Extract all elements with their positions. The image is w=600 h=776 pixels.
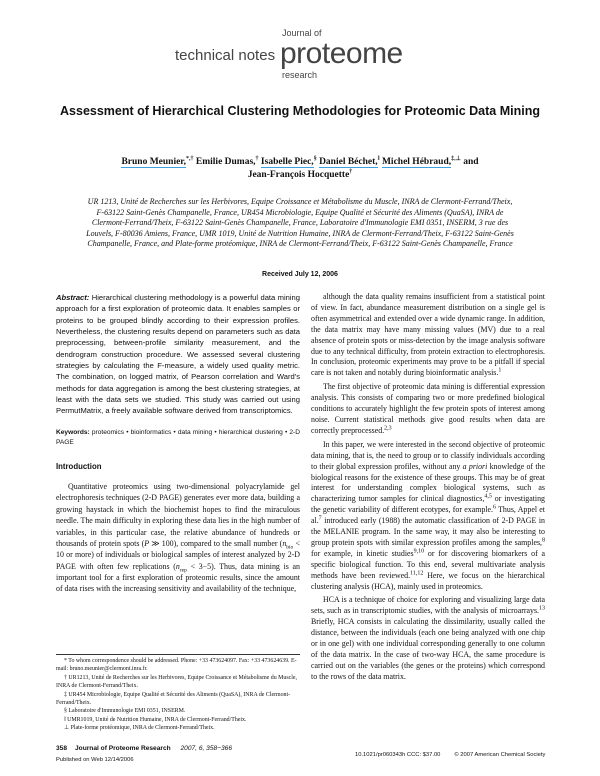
introduction-body xyxy=(56,481,300,594)
author-affiliation-mark: † xyxy=(255,155,259,162)
text-run: ≫ 100), compared to the small number ( xyxy=(149,538,283,548)
citation-ref: 4,5 xyxy=(484,493,492,500)
text-run: for example, in kinetic studies xyxy=(311,548,414,558)
text-run: P xyxy=(144,538,150,548)
keywords-label: Keywords: xyxy=(56,428,90,436)
footer-right xyxy=(355,752,545,758)
footer-citation xyxy=(56,745,232,752)
text-run: Here, we focus on the hierarchical clustering analysis (HCA), mainly used in proteomics. xyxy=(311,570,545,591)
citation-ref: 8 xyxy=(542,537,545,544)
author-name: Jean-François Hocquette xyxy=(247,170,350,180)
journal-logo-top: Journal of xyxy=(282,28,322,38)
footer-volume: 2007, 6, 358−366 xyxy=(180,745,233,752)
abstract-label: Abstract: xyxy=(56,293,90,302)
text-run: introduced early (1988) the automatic classification of 2-D PAGE in the MELANIE program. In the same way, it may also be interesting to group protein spots with similar expression profiles among the samples, xyxy=(311,516,545,547)
author-name: and xyxy=(463,157,479,167)
text-run: Thus, Appel et al. xyxy=(311,505,545,526)
citation-ref: 13 xyxy=(539,605,545,612)
citation-ref: 7 xyxy=(318,515,322,522)
footnote: † UR1213, Unité de Recherches sur les Herbivores, Equipe Croissance et Métabolisme du Muscle, INRA de Clermont-Ferrand/Theix. xyxy=(56,674,297,690)
section-label: technical notes xyxy=(175,47,276,64)
author-name[interactable]: Isabelle Piec, xyxy=(260,157,314,167)
author-name[interactable]: Daniel Béchet, xyxy=(319,157,378,167)
footnote: ‖ UMR1019, Unité de Nutrition Humaine, INRA de Clermont-Ferrand/Theix. xyxy=(64,716,247,723)
text-run: < 10 or more) of individuals or biological samples of interest analyzed by 2-D PAGE with often few replications ( xyxy=(56,538,300,571)
author-affiliation-mark: † xyxy=(349,168,353,175)
text-run: Quantitative proteomics using two-dimensional polyacrylamide gel electrophoresis techniques (2-D PAGE) generates ever more data, building a growing haystack in which the biochemist hopes to find the miraculous needle. The main difficulty in exploring these data lies in the high number of variables, in this particular case, the relative abundance of hundreds or thousands of protein spots ( xyxy=(56,482,300,548)
copyright: © 2007 American Chemical Society xyxy=(454,752,546,758)
text-run: a priori xyxy=(462,461,488,471)
citation-ref: 1 xyxy=(498,367,502,374)
doi: 10.1021/pr060343h CCC: $37.00 xyxy=(355,752,441,758)
abstract-text: Hierarchical clustering methodology is a powerful data mining approach for a first exploration of proteomic data. It enables samples or proteins to be grouped blindly according to their expression profiles. Nevertheless, the clustering results depend on parameters such as data preprocessing, between-profile similarity measurement, and the dendrogram construction procedure. We assessed several clustering strategies by calculating the F-measure, a widely used quality metric. The combination, on logged matrix, of Pearson correlation and Ward's methods for data aggregation is among the best clustering strategies, at least with the data sets we studied. This study was carried out using PermutMatrix, a freely available software derived from transcriptomics. xyxy=(56,293,300,416)
text-run: knowledge of the biological reasons for the existence of these groups. This may be of great interest for understanding complex biological systems, such as characterizing tumor samples for clinical diagnostics, xyxy=(311,461,545,504)
text-run: In this paper, we were interested in the second objective of proteomic data mining, that is, the need to group or to classify individuals according to their global expression profiles, without any xyxy=(311,439,545,471)
author-name[interactable]: Michel Hébraud, xyxy=(381,157,452,167)
citation-ref: 6 xyxy=(492,504,496,511)
paper-title: Assessment of Hierarchical Clustering Methodologies for Proteomic Data Mining xyxy=(60,104,540,118)
paragraph xyxy=(56,481,300,594)
author-affiliation-mark: ‡,⊥ xyxy=(451,155,461,162)
left-column xyxy=(56,292,300,595)
affiliations: UR 1213, Unité de Recherches sur les Herbivores, Equipe Croissance et Métabolisme du Muscle, INRA de Clermont-Ferrand/Theix, F-63122 Saint-Genès Champanelle, France, UR454 Microbiologie, Equipe Qualité et Sécurité des Aliments (QuaSA), INRA de Clermont-Ferrand/Theix, F-63122 Saint-Genès Champanelle, France, Laboratoire d'Immunologie EMI 0351, INSERM, 3 rue des Louvels, F-80036 Amiens, France, UMR 1019, Unité de Nutrition Humaine, INRA de Clermont-Ferrand/Theix, F-63122 Saint-Genès Champanelle, France, and Plate-forme protéomique, INRA de Clermont-Ferrand/Theix, F-63122 Saint-Genès Champanelle, France xyxy=(86,197,514,249)
footer-journal: Journal of Proteome Research xyxy=(75,745,171,752)
footnote-divider xyxy=(56,654,300,655)
paragraph xyxy=(311,292,545,379)
footnote: § Laboratoire d'Immunologie EMI 0351, INSERM. xyxy=(64,708,186,715)
journal-logo xyxy=(170,28,430,82)
paragraph xyxy=(311,595,545,682)
citation-ref: 2,3 xyxy=(384,425,392,432)
author-affiliation-mark: § xyxy=(313,155,317,162)
text-run: or for discovering biomarkers of a specific biological function. To this end, several multivariate analysis methods have been reviewed. xyxy=(311,548,545,580)
citation-ref: 9,10 xyxy=(413,548,425,555)
keywords xyxy=(56,428,300,448)
abstract xyxy=(56,292,300,417)
journal-logo-main: proteome xyxy=(280,37,403,70)
text-run: bio xyxy=(286,544,294,551)
text-run: The first objective of proteomic data mining is differential expression analysis. This consists of comparing two or more predefined biological conditions to accurately highlight the few protein spots of interest among noise. Current statistical methods give good results when data are correctly preprocessed. xyxy=(311,382,545,435)
footnote: ⊥ Plate-forme protéomique, INRA de Clermont-Ferrand/Theix. xyxy=(64,725,215,732)
text-run: or investigating the genetic variability of different ecotypes, for example. xyxy=(311,494,545,515)
text-run: HCA is a technique of choice for exploring and visualizing large data sets, such as in transcriptomic studies, with the analysis of microarrays. xyxy=(311,595,545,616)
author-list xyxy=(70,156,530,182)
footnote: ‡ UR454 Microbiologie, Equipe Qualité et Sécurité des Aliments (QuaSA), INRA de Clermont-Ferrand/Theix. xyxy=(56,691,291,707)
text-run: n xyxy=(282,538,287,548)
right-column xyxy=(311,292,545,683)
footnotes xyxy=(56,657,300,733)
text-run: although the data quality remains insufficient from a statistical point of view. In fact, abundance measurement distribution on a single gel is often asymmetrical and extended over a wide dynamic range. In addition, the data matrix may have many missing values (MV) due to a real absence of protein spots or miss-detection by the image analysis software due to any technical difficulty, from protein extraction to electrophoresis. In conclusion, proteomic experiments may prove to be a pitfall if special care is not taken and notably during bioinformatic analysis. xyxy=(311,292,545,378)
text-run: < 3−5). Thus, data mining is an important tool for a first exploration of proteomic results, since the amount of data rises with the increasing sensitivity and availability of the technique, xyxy=(56,561,300,594)
citation-ref: 11,12 xyxy=(410,570,424,577)
page-number: 358 xyxy=(56,745,68,752)
text-run: n xyxy=(175,561,180,571)
section-heading-introduction: Introduction xyxy=(56,461,102,471)
author-affiliation-mark: ‖ xyxy=(377,155,380,162)
journal-logo-bottom: research xyxy=(282,70,318,80)
published-date: Published on Web 12/14/2006 xyxy=(56,757,134,763)
author-name: Emilie Dumas, xyxy=(195,157,256,167)
author-name[interactable]: Bruno Meunier, xyxy=(121,157,187,167)
keywords-text: proteomics • bioinformatics • data mining • hierarchical clustering • 2-D PAGE xyxy=(56,428,300,446)
text-run: rep xyxy=(179,567,187,574)
received-date: Received July 12, 2006 xyxy=(262,271,338,278)
author-affiliation-mark: *,† xyxy=(186,155,194,162)
paragraph xyxy=(311,382,545,437)
text-run: Briefly, HCA consists in calculating the dissimilarity, usually called the distance, between the individuals (each one being analyzed with one chip or in one gel) with one individual corresponding generally to one column of the data matrix. In the case of two-way HCA, the same procedure is carried out on the variables (the genes or the proteins) which correspond to the rows of the data matrix. xyxy=(311,617,545,681)
paragraph xyxy=(311,440,545,593)
footnote: * To whom correspondence should be addressed. Phone: +33 473624097. Fax: +33 473624639. E-mail: bruno.meunier@clermont.inra.fr. xyxy=(56,658,297,673)
